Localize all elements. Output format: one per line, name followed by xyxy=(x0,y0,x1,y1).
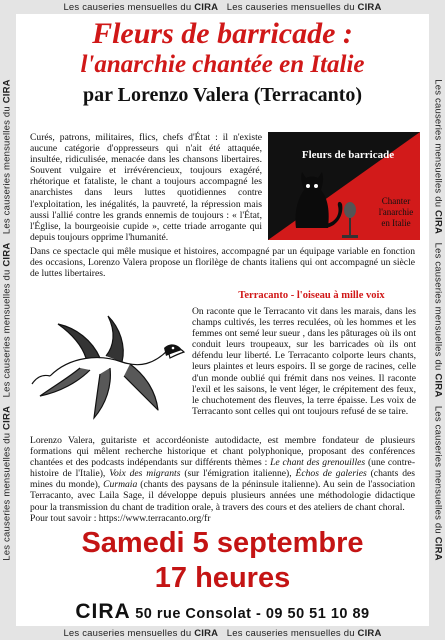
venue-address: 50 rue Consolat - 09 50 51 10 89 xyxy=(135,606,370,622)
bird-illustration xyxy=(30,306,188,424)
intro-paragraph: Curés, patrons, militaires, flics, chefs d'État : il n'existe aucune catégorie d'oppresseurs qui n'ait été attaquée, insultée, ridiculisée, menacée dans les chansons libertaires. Souvent vulgaire et irrévérencieux, toujours exagéré, rhétorique et fataliste, le chant a toujours accompagné les anarchistes dans leurs luttes quotidiennes contre l'exploitation, les inégalités, la pauvreté, la répression mais aussi l'allié contre les grands ennemis de toujours : « l'État, l'Église, la bourgeoisie cupide », cette triade arrogante qui depuis toujours opprime l'humanité. xyxy=(30,132,262,243)
cover-caption-2: l'anarchie xyxy=(378,207,414,217)
venue-name: CIRA xyxy=(75,600,131,623)
cover-caption-1: Chanter xyxy=(381,196,411,206)
website-link[interactable]: Pour tout savoir : https://www.terracanto.org/fr xyxy=(30,512,211,524)
poster xyxy=(16,14,429,626)
biography-paragraph: Lorenzo Valera, guitariste et accordéoniste autodidacte, est membre fondateur de plusieurs formations qui mêlent recherche historique et chant polyphonique, proposant des conférences chantées et des podcasts indépendants sur différents thèmes : Le chant des grenouilles (une contre-histoire de l'Italie), Voix des migrants (sur l'émigration italienne), Échos de galeries (chants des mines du monde), Curmaia (chants des paysans de la péninsule italienne). Au sein de l'association Terracanto, avec Laila Sage, il développe depuis plusieurs années une méthodologie didactique pour la transmission du chant de tradition orale, à travers des cours et des ateliers de chant choral. Pour tout savoir : https://www.terracanto.org/fr xyxy=(30,435,416,524)
poster-subtitle: l'anarchie chantée en Italie xyxy=(80,51,365,78)
album-cover-image xyxy=(268,132,420,240)
frame-left-text: Les causeries mensuelles du CIRA Les causeries mensuelles du CIRA Les causeries mensuelles du CIRA xyxy=(1,79,13,561)
cover-caption-3: en Italie xyxy=(381,218,411,228)
frame-right-text: Les causeries mensuelles du CIRA Les causeries mensuelles du CIRA Les causeries mensuelles du CIRA xyxy=(432,79,444,561)
event-time: 17 heures xyxy=(154,562,291,594)
cover-title: Fleurs de barricade xyxy=(301,149,395,161)
frame-top-text: Les causeries mensuelles du CIRA Les causeries mensuelles du CIRA xyxy=(63,2,382,13)
show-paragraph: Dans ce spectacle qui mêle musique et histoires, accompagné par un équipage variable en fonction des occasions, Lorenzo Valera propose un florilège de chants italiens qui ont accompagné un siècle de luttes libertaires. xyxy=(30,246,415,280)
frame-bottom-text: Les causeries mensuelles du CIRA Les causeries mensuelles du CIRA xyxy=(63,628,382,639)
terracanto-paragraph: On raconte que le Terracanto vit dans les marais, dans les champs cultivés, les terres reculées, où les hommes et les femmes ont semé leur sueur , dans les pâturages où ils ont conduit leurs troupeaux, sur les barricades où ils ont défendu leur liberté. Le Terracanto colporte leurs chants, leurs plaintes et leurs espoirs. Il se gorge de racines, celle d'un monde oublié qui frémit dans nos veines. Il raconte l'exil et les saisons, le vent léger, le crépitement des feux, le chuchotement des fleuves, la terre épaisse. Les voix de Terracanto sont celles qui ont toujours refusé de se taire. xyxy=(192,306,416,417)
poster-title: Fleurs de barricade : xyxy=(92,17,353,50)
event-address xyxy=(16,600,429,626)
poster-byline: par Lorenzo Valera (Terracanto) xyxy=(82,84,363,106)
event-date: Samedi 5 septembre xyxy=(81,527,364,559)
section-subheading: Terracanto - l'oiseau à mille voix xyxy=(238,290,385,301)
